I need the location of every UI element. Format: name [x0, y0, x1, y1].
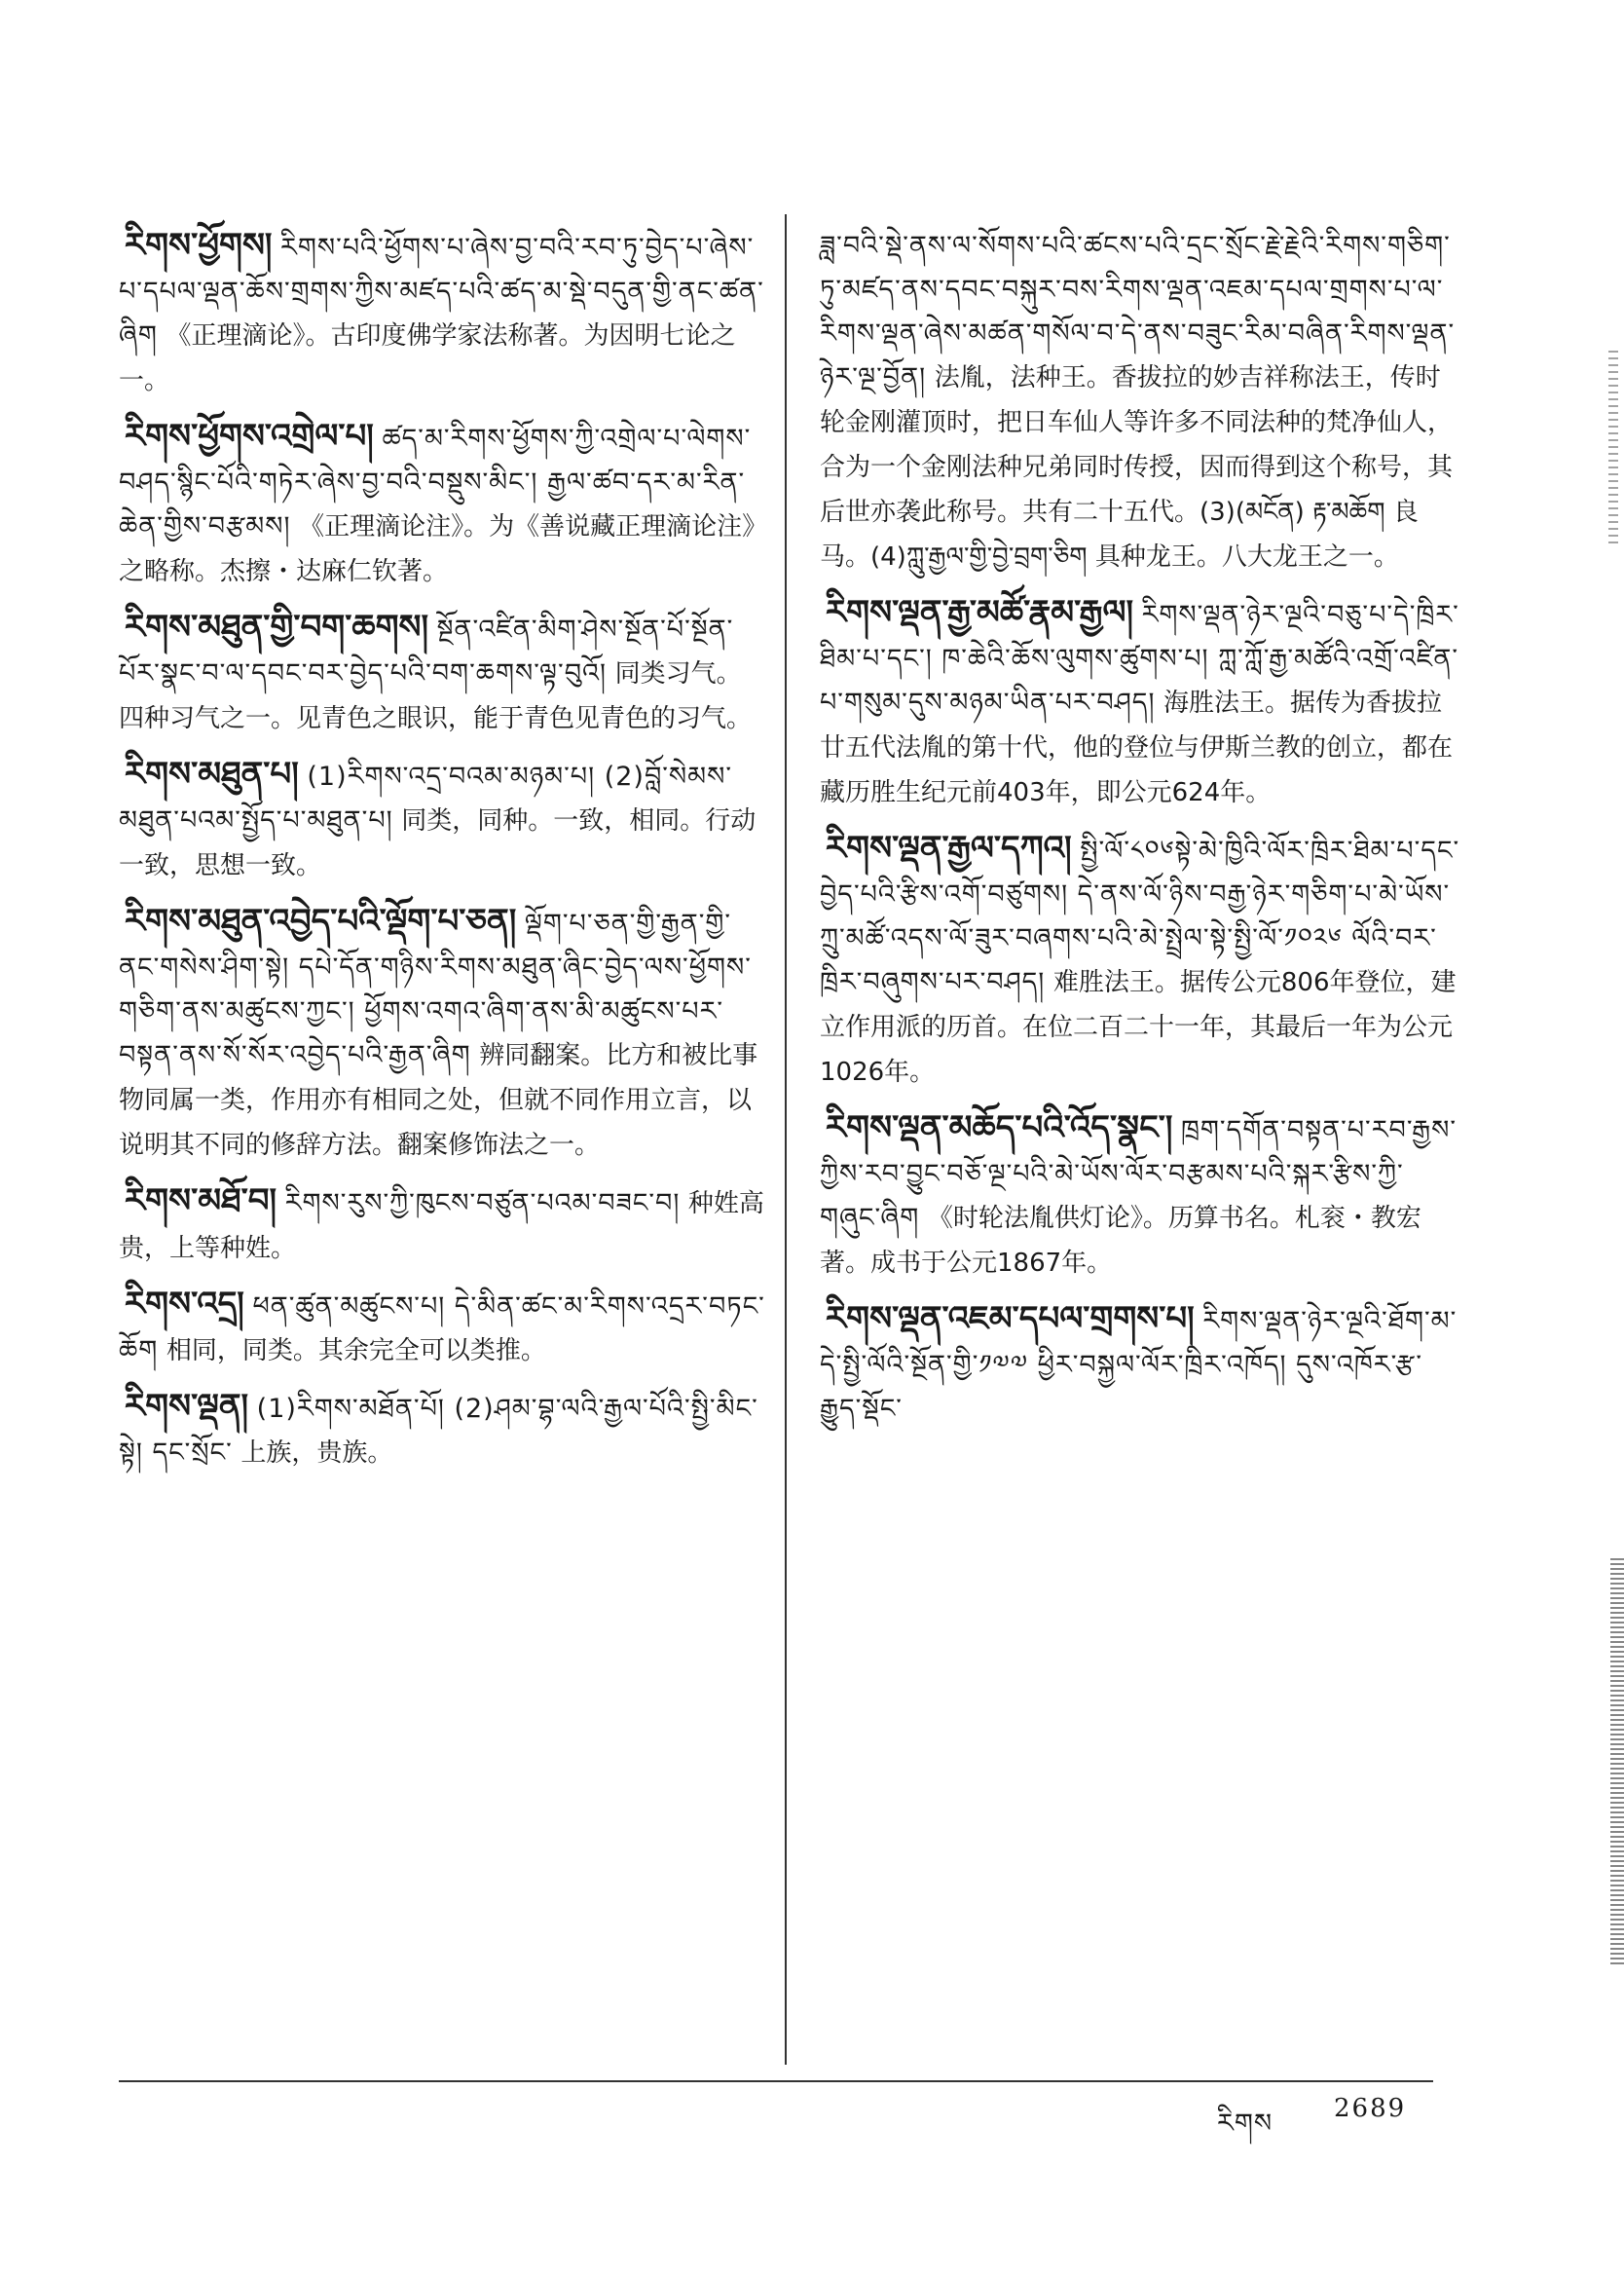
left-column [119, 224, 766, 1487]
entry-chinese-definition: 相同，同类。其余完全可以类推。 [166, 1336, 546, 1365]
entry-headword: རིགས་ལྡན་འཇམ་དཔལ་གྲགས་པ། [826, 1299, 1195, 1338]
entry-headword: རིགས་ལྡན་རྒྱལ་དཀའ། [826, 829, 1072, 868]
entry-tibetan-definition: ལྡོག་པ་ཅན་གྱི་རྒྱན་གྱི་ནང་གསེས་ཤིག་སྟེ། དཔེ་དོན་གཉིས་རིགས་མཐུན་ཞིང་བྱེད་ལས་ཕྱོགས་གཅིག་ནས་མཚུངས་ཀྱང་། ཕྱོགས་འགའ་ཞིག་ནས་མི་མཚུངས་པར་བསྟན་ནས་སོ་སོར་འབྱེད་པའི་རྒྱན་ཞིག [119, 909, 752, 1070]
entry-tibetan-definition: ཕན་ཚུན་མཚུངས་པ། དེ་མིན་ཚང་མ་རིགས་འདྲར་བཏང་ཆོག [119, 1291, 765, 1365]
entry-tibetan-definition: ཟླ་བའི་སྡེ་ནས་ལ་སོགས་པའི་ཚངས་པའི་དྲང་སྲོང་རྗེ་རྗེའི་རིགས་གཅིག་ཏུ་མཛད་ནས་དབང་བསྐུར་བས་རིགས་ལྡན་འཇམ་དཔལ་གྲགས་པ་ལ་རིགས་ལྡན་ཞེས་མཚན་གསོལ་བ་དེ་ནས་བཟུང་རིམ་བཞིན་རིགས་ལྡན་ཉེར་ལྔ་བྱོན། [820, 231, 1456, 392]
dictionary-entry [820, 1106, 1462, 1286]
entry-headword: རིགས་ལྡན་རྒྱ་མཚོ་རྣམ་རྒྱལ། [826, 593, 1133, 632]
dictionary-entry [119, 1179, 766, 1271]
entry-headword: རིགས་མཐུན་པ། [125, 755, 299, 794]
dictionary-entry [820, 591, 1462, 815]
entry-tibetan-definition: (1)རིགས་མཐོན་པོ། (2)ཤམ་བྷ་ལའི་རྒྱལ་པོའི་སྤྱི་མིང་སྟེ། དང་སྲོང་ [119, 1394, 758, 1468]
entry-chinese-definition: 同类，同种。一致，相同。行动一致，思想一致。 [119, 806, 757, 880]
dictionary-entry [119, 224, 766, 403]
entry-chinese-definition: 种姓高贵，上等种姓。 [119, 1189, 764, 1263]
entry-headword: རིགས་ལྡན། [125, 1387, 249, 1426]
entry-tibetan-definition: རིགས་པའི་ཕྱོགས་པ་ཞེས་བྱ་བའི་རབ་ཏུ་བྱེད་པ་ཞེས་པ་དཔལ་ལྡན་ཆོས་གྲགས་ཀྱིས་མཛད་པའི་ཚད་མ་སྡེ་བདུན་གྱི་ནང་ཚན་ཞིག [119, 233, 764, 351]
dictionary-entry [119, 415, 766, 594]
entry-chinese-definition: 难胜法王。据传公元806年登位，建立作用派的历首。在位二百二十一年，其最后一年为公元1026年。 [820, 968, 1457, 1087]
dictionary-entry [119, 753, 766, 888]
entry-chinese-definition: 《正理滴论注》。为《善说藏正理滴论注》之略称。杰擦・达麻仁钦著。 [119, 512, 756, 586]
scan-edge-marks [1608, 351, 1618, 545]
running-head: རིགས [1217, 2109, 1273, 2139]
right-column [820, 224, 1462, 1442]
page-footer [1217, 2094, 1451, 2139]
entry-chinese-definition: 《时轮法胤供灯论》。历算书名。札衮・教宏著。成书于公元1867年。 [820, 1204, 1421, 1278]
entry-chinese-definition: 辨同翻案。比方和被比事物同属一类，作用亦有相同之处，但就不同作用立言，以说明其不同的修辞方法。翻案修饰法之一。 [119, 1041, 758, 1160]
dictionary-entry [119, 606, 766, 741]
entry-tibetan-definition: ཚད་མ་རིགས་ཕྱོགས་ཀྱི་འགྲེལ་པ་ལེགས་བཤད་སྙིང་པོའི་གཏེར་ཞེས་བྱ་བའི་བསྡུས་མིང་། རྒྱལ་ཚབ་དར་མ་རིན་ཆེན་གྱིས་བརྩམས། [119, 424, 752, 541]
dictionary-entry [119, 900, 766, 1168]
entry-chinese-definition: 海胜法王。据传为香拔拉廿五代法胤的第十代，他的登位与伊斯兰教的创立，都在藏历胜生纪元前403年，即公元624年。 [820, 689, 1454, 807]
entry-chinese-definition: 法胤，法种王。香拔拉的妙吉祥称法王，传时轮金刚灌顶时，把日车仙人等许多不同法种的梵净仙人，合为一个金刚法种兄弟同时传授，因而得到这个称号，其后世亦袭此称号。共有二十五代。(3)(མངོན) རྟ་མཆོག 良马。(4)ཀླུ་རྒྱལ་གྱི་བྱེ་བྲག་ཅིག 具种龙王。八大龙王之一。 [820, 363, 1454, 572]
entry-headword: རིགས་མཐུན་འབྱེད་པའི་ལྡོག་པ་ཅན། [125, 902, 517, 941]
dictionary-entry-continuation [820, 224, 1462, 579]
entry-headword: རིགས་ཕྱོགས། [125, 226, 273, 265]
entry-tibetan-definition: སྤྱི་ལོ་༨༠༦སྟེ་མེ་ཁྱིའི་ལོར་ཁྲིར་ཐིམ་པ་དང་བྱེད་པའི་རྩིས་འགོ་བཙུགས། དེ་ནས་ལོ་ཉིས་བརྒྱ་ཉེར་གཅིག་པ་མེ་ཡོས་ཀྲུ་མཚོ་འདས་ལོ་ཟུར་བཞགས་པའི་མེ་སྤྲེལ་སྟེ་སྤྱི་ལོ་༡༠༢༦ ལོའི་བར་ཁྲིར་བཞུགས་པར་བཤད། [820, 836, 1460, 997]
dictionary-entry [820, 1297, 1462, 1431]
entry-tibetan-definition: རིགས་ལྡན་ཉེར་ལྔའི་བཅུ་པ་དེ་ཁྲིར་ཐིམ་པ་དང་། ཁ་ཆེའི་ཆོས་ལུགས་ཚུགས་པ། ཀླ་ཀློ་རྒྱ་མཚོའི་འགྲོ་འཛིན་པ་གསུམ་དུས་མཉམ་ཡིན་པར་བཤད། [820, 600, 1459, 718]
dictionary-entry [119, 1385, 766, 1475]
entry-tibetan-definition: རིགས་ལྡན་ཉེར་ལྔའི་ཐོག་མ་དེ་སྤྱི་ལོའི་སྔོན་གྱི་༡༧༧ ཕྱིར་བསྐྱལ་ལོར་ཁྲིར་འཁོད། དུས་འཁོར་རྩ་རྒྱུད་སྡོང་ [820, 1306, 1458, 1424]
entry-chinese-definition: 《正理滴论》。古印度佛学家法称著。为因明七论之一。 [119, 321, 736, 395]
entry-tibetan-definition: སྔོན་འཛིན་མིག་ཤེས་སྔོན་པོ་སྔོན་པོར་སྣང་བ་ལ་དབང་བར་བྱེད་པའི་བག་ཆགས་ལྟ་བུའོ། [119, 615, 734, 689]
page-number: 2689 [1334, 2094, 1407, 2123]
dictionary-entry [820, 827, 1462, 1095]
entry-headword: རིགས་འདྲ། [125, 1285, 244, 1324]
entry-headword: རིགས་ལྡན་མཆོད་པའི་འོད་སྣང་། [826, 1108, 1173, 1147]
entry-chinese-definition: 同类习气。四种习气之一。见青色之眼识，能于青色见青色的习气。 [119, 659, 753, 733]
scan-edge-marks [1610, 1558, 1624, 1967]
entry-chinese-definition: 上族，贵族。 [240, 1438, 393, 1468]
entry-headword: རིགས་མཐོ་བ། [125, 1181, 277, 1220]
entry-headword: རིགས་ཕྱོགས་འགྲེལ་པ། [125, 417, 374, 456]
dictionary-entry [119, 1283, 766, 1373]
footer-rule [119, 2080, 1433, 2082]
entry-tibetan-definition: ཁྲག་དགོན་བསྟན་པ་རབ་རྒྱས་ཀྱིས་རབ་བྱུང་བཅོ་ལྔ་པའི་མེ་ཡོས་ལོར་བརྩམས་པའི་སྐར་རྩིས་ཀྱི་གཞུང་ཞིག [820, 1115, 1458, 1233]
entry-headword: རིགས་མཐུན་གྱི་བག་ཆགས། [125, 608, 429, 647]
column-divider [785, 214, 787, 2065]
entry-tibetan-definition: རིགས་རུས་ཀྱི་ཁུངས་བཙུན་པའམ་བཟང་བ། [284, 1188, 681, 1218]
entry-tibetan-definition: (1)རིགས་འདྲ་བའམ་མཉམ་པ། (2)བློ་སེམས་མཐུན་པའམ་སྤྱོད་པ་མཐུན་པ། [119, 762, 732, 836]
